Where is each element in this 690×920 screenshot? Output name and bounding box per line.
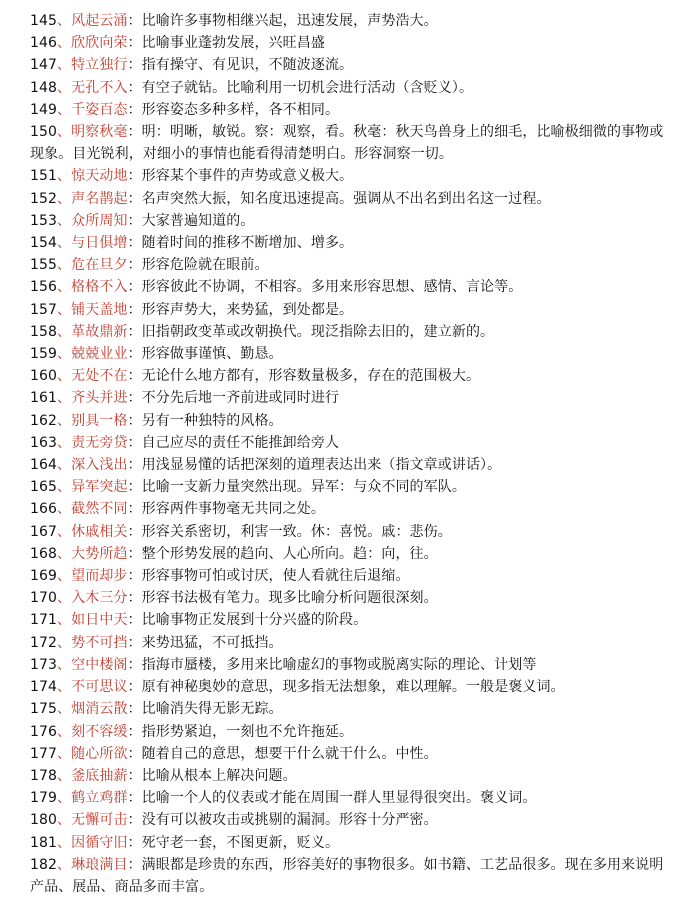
idiom-definition: 死守老一套，不图更新，贬义。 — [141, 834, 340, 851]
idiom-entry — [30, 276, 670, 298]
idiom-term: 无懈可击 — [71, 812, 128, 829]
idiom-entry — [30, 765, 670, 787]
entry-number: 177 — [30, 745, 58, 762]
idiom-definition: 比喻许多事物相继兴起，迅速发展，声势浩大。 — [141, 13, 438, 29]
idiom-entry — [30, 365, 670, 387]
idiom-definition: 不分先后地一齐前进或同时进行 — [141, 390, 340, 407]
idiom-definition: 指海市蜃楼，多用来比喻虚幻的事物或脱离实际的理论、计划等 — [141, 656, 537, 673]
entry-colon: ： — [127, 346, 142, 363]
idiom-entry — [30, 676, 670, 698]
idiom-term: 势不可挡 — [71, 634, 128, 651]
idiom-term: 与日俱增 — [71, 235, 128, 252]
idiom-definition: 指有操守、有见识，不随波逐流。 — [141, 57, 354, 74]
entry-number: 167 — [30, 523, 58, 540]
entry-number: 154 — [30, 235, 58, 252]
idiom-term: 深入浅出 — [71, 457, 128, 474]
entry-colon: ： — [127, 701, 142, 718]
entry-number: 150 — [30, 124, 58, 141]
idiom-term: 惊天动地 — [71, 168, 128, 185]
idiom-definition: 比喻事业蓬勃发展，兴旺昌盛 — [141, 35, 325, 52]
idiom-entry — [30, 343, 670, 365]
idiom-entry — [30, 565, 670, 587]
idiom-term: 特立独行 — [71, 57, 128, 74]
idiom-definition: 形容事物可怕或讨厌，使人看就往后退缩。 — [141, 568, 410, 585]
entry-number: 182 — [30, 856, 58, 873]
idiom-term: 入木三分 — [71, 590, 128, 607]
entry-number: 163 — [30, 434, 58, 451]
entry-separator: 、 — [57, 124, 72, 141]
idiom-definition: 来势迅猛，不可抵挡。 — [141, 634, 283, 651]
entry-separator: 、 — [57, 235, 72, 252]
entry-separator: 、 — [57, 679, 72, 696]
entry-colon: ： — [127, 101, 142, 118]
idiom-definition: 形容危险就在眼前。 — [141, 257, 269, 274]
entry-colon: ： — [127, 479, 142, 496]
entry-separator: 、 — [57, 701, 72, 718]
idiom-term: 不可思议 — [71, 679, 128, 696]
entry-separator: 、 — [57, 412, 72, 429]
idiom-definition: 随着时间的推移不断增加、增多。 — [141, 235, 354, 252]
entry-number: 155 — [30, 257, 58, 274]
entry-separator: 、 — [57, 568, 72, 585]
entry-number: 173 — [30, 656, 58, 673]
entry-colon: ： — [127, 856, 142, 873]
entry-colon: ： — [127, 545, 142, 562]
entry-separator: 、 — [57, 190, 72, 207]
entry-colon: ： — [127, 501, 142, 518]
entry-separator: 、 — [57, 434, 72, 451]
idiom-entry — [30, 498, 670, 520]
idiom-term: 釜底抽薪 — [71, 767, 128, 784]
entry-colon: ： — [127, 767, 142, 784]
idiom-definition: 明：明晰，敏锐。察：观察，看。秋毫：秋天鸟兽身上的细毛，比喻极细微的事物或现象。目光锐利，对细小的事情也能看得清楚明白。形容洞察一切。 — [30, 124, 664, 163]
entry-colon: ： — [127, 390, 142, 407]
idiom-term: 铺天盖地 — [71, 301, 128, 318]
entry-colon: ： — [127, 57, 142, 74]
idiom-definition: 另有一种独特的风格。 — [141, 412, 283, 429]
entry-separator: 、 — [57, 168, 72, 185]
idiom-term: 烟消云散 — [71, 701, 128, 718]
entry-colon: ： — [127, 457, 142, 474]
entry-number: 151 — [30, 168, 58, 185]
entry-colon: ： — [127, 368, 142, 385]
entry-colon: ： — [127, 235, 142, 252]
entry-colon: ： — [127, 79, 142, 96]
idiom-entry — [30, 99, 670, 121]
idiom-term: 众所周知 — [71, 212, 128, 229]
entry-colon: ： — [127, 568, 142, 585]
entry-number: 146 — [30, 35, 58, 52]
idiom-term: 鹤立鸡群 — [71, 790, 128, 807]
entry-number: 166 — [30, 501, 58, 518]
entry-number: 156 — [30, 279, 58, 296]
entry-separator: 、 — [57, 279, 72, 296]
idiom-entry — [30, 54, 670, 76]
idiom-entry — [30, 299, 670, 321]
entry-separator: 、 — [57, 812, 72, 829]
idiom-term: 如日中天 — [71, 612, 128, 629]
idiom-entry — [30, 787, 670, 809]
idiom-definition: 指形势紧迫，一刻也不允许拖延。 — [141, 723, 354, 740]
entry-separator: 、 — [57, 590, 72, 607]
idiom-definition: 名声突然大振，知名度迅速提高。强调从不出名到出名这一过程。 — [141, 190, 551, 207]
entry-colon: ： — [127, 257, 142, 274]
idiom-definition: 形容某个事件的声势或意义极大。 — [141, 168, 354, 185]
idiom-definition: 有空子就钻。比喻利用一切机会进行活动（含贬义）。 — [141, 79, 474, 96]
idiom-entry — [30, 410, 670, 432]
entry-number: 179 — [30, 790, 58, 807]
idiom-term: 欣欣向荣 — [71, 35, 128, 52]
entry-number: 174 — [30, 679, 58, 696]
entry-number: 148 — [30, 79, 58, 96]
entry-number: 160 — [30, 368, 58, 385]
idiom-entry — [30, 321, 670, 343]
entry-separator: 、 — [57, 257, 72, 274]
idiom-entry — [30, 587, 670, 609]
idiom-definition: 没有可以被攻击或挑剔的漏洞。形容十分严密。 — [141, 812, 438, 829]
entry-colon: ： — [127, 124, 142, 141]
idiom-term: 危在旦夕 — [71, 257, 128, 274]
idiom-term: 大势所趋 — [71, 545, 128, 562]
entry-number: 169 — [30, 568, 58, 585]
idiom-term: 无孔不入 — [71, 79, 128, 96]
entry-separator: 、 — [57, 323, 72, 340]
idiom-term: 无处不在 — [71, 368, 128, 385]
idiom-entry — [30, 543, 670, 565]
idiom-term: 异军突起 — [71, 479, 128, 496]
entry-colon: ： — [127, 745, 142, 762]
entry-separator: 、 — [57, 723, 72, 740]
entry-colon: ： — [127, 434, 142, 451]
idiom-definition: 旧指朝政变革或改朝换代。现泛指除去旧的，建立新的。 — [141, 323, 495, 340]
idiom-term: 休戚相关 — [71, 523, 128, 540]
entry-colon: ： — [127, 723, 142, 740]
entry-colon: ： — [127, 190, 142, 207]
entry-colon: ： — [127, 168, 142, 185]
entry-number: 158 — [30, 323, 58, 340]
idiom-entry — [30, 10, 670, 32]
entry-number: 149 — [30, 101, 58, 118]
idiom-definition: 原有神秘奥妙的意思，现多指无法想象，难以理解。一般是褒义词。 — [141, 679, 565, 696]
idiom-entry — [30, 210, 670, 232]
idiom-term: 千姿百态 — [71, 101, 128, 118]
entry-separator: 、 — [57, 545, 72, 562]
entry-number: 168 — [30, 545, 58, 562]
entry-colon: ： — [127, 279, 142, 296]
entry-number: 176 — [30, 723, 58, 740]
entry-colon: ： — [127, 323, 142, 340]
entry-separator: 、 — [57, 101, 72, 118]
entry-separator: 、 — [57, 368, 72, 385]
entry-colon: ： — [127, 834, 142, 851]
entry-separator: 、 — [57, 301, 72, 318]
idiom-definition: 形容做事谨慎、勤恳。 — [141, 346, 283, 363]
entry-colon: ： — [127, 590, 142, 607]
idiom-entry — [30, 432, 670, 454]
idiom-definition: 比喻一支新力量突然出现。异军：与众不同的军队。 — [141, 479, 466, 496]
entry-separator: 、 — [57, 457, 72, 474]
entry-separator: 、 — [57, 479, 72, 496]
idiom-term: 齐头并进 — [71, 390, 128, 407]
idiom-term: 风起云涌 — [71, 13, 128, 29]
idiom-term: 责无旁贷 — [71, 434, 128, 451]
idiom-definition: 随着自己的意思，想要干什么就干什么。中性。 — [141, 745, 438, 762]
idiom-entry — [30, 77, 670, 99]
entry-separator: 、 — [57, 745, 72, 762]
idiom-entry — [30, 809, 670, 831]
idiom-definition: 比喻消失得无影无踪。 — [141, 701, 283, 718]
idiom-entry — [30, 743, 670, 765]
entry-number: 165 — [30, 479, 58, 496]
idiom-term: 明察秋毫 — [71, 124, 128, 141]
entry-separator: 、 — [57, 212, 72, 229]
idiom-entry — [30, 854, 670, 898]
idiom-entry — [30, 232, 670, 254]
idiom-definition: 形容两件事物毫无共同之处。 — [141, 501, 325, 518]
entry-number: 178 — [30, 767, 58, 784]
idiom-entry — [30, 832, 670, 854]
entry-number: 147 — [30, 57, 58, 74]
idiom-term: 兢兢业业 — [71, 346, 128, 363]
entry-colon: ： — [127, 301, 142, 318]
idiom-entry — [30, 476, 670, 498]
idiom-entry — [30, 521, 670, 543]
idiom-definition: 用浅显易懂的话把深刻的道理表达出来（指文章或讲话）。 — [141, 457, 502, 474]
entry-number: 170 — [30, 590, 58, 607]
idiom-definition: 比喻一个人的仪表或才能在周围一群人里显得很突出。褒义词。 — [141, 790, 537, 807]
idiom-entry — [30, 165, 670, 187]
entry-number: 161 — [30, 390, 58, 407]
idiom-entry — [30, 632, 670, 654]
idiom-entry — [30, 121, 670, 165]
entry-number: 171 — [30, 612, 58, 629]
idiom-definition: 形容彼此不协调，不相容。多用来形容思想、感情、言论等。 — [141, 279, 523, 296]
idiom-definition: 形容声势大，来势猛，到处都是。 — [141, 301, 354, 318]
idiom-entry — [30, 454, 670, 476]
entry-colon: ： — [127, 523, 142, 540]
idiom-entry — [30, 654, 670, 676]
entry-number: 172 — [30, 634, 58, 651]
idiom-definition: 比喻事物正发展到十分兴盛的阶段。 — [141, 612, 368, 629]
entry-separator: 、 — [57, 79, 72, 96]
entry-separator: 、 — [57, 346, 72, 363]
entry-number: 153 — [30, 212, 58, 229]
idiom-term: 望而却步 — [71, 568, 128, 585]
entry-separator: 、 — [57, 656, 72, 673]
entry-separator: 、 — [57, 13, 72, 29]
idiom-entry — [30, 721, 670, 743]
idiom-term: 格格不入 — [71, 279, 128, 296]
entry-colon: ： — [127, 412, 142, 429]
entry-colon: ： — [127, 679, 142, 696]
entry-colon: ： — [127, 35, 142, 52]
idiom-definition: 自己应尽的责任不能推卸给旁人 — [141, 434, 340, 451]
idiom-term: 空中楼阁 — [71, 656, 128, 673]
idiom-entry — [30, 698, 670, 720]
entry-separator: 、 — [57, 612, 72, 629]
entry-number: 152 — [30, 190, 58, 207]
idiom-entry — [30, 254, 670, 276]
entry-number: 164 — [30, 457, 58, 474]
idiom-term: 因循守旧 — [71, 834, 128, 851]
idiom-term: 随心所欲 — [71, 745, 128, 762]
entry-colon: ： — [127, 656, 142, 673]
entry-number: 180 — [30, 812, 58, 829]
entry-separator: 、 — [57, 767, 72, 784]
entry-separator: 、 — [57, 390, 72, 407]
idiom-entry — [30, 188, 670, 210]
entry-colon: ： — [127, 612, 142, 629]
idiom-term: 刻不容缓 — [71, 723, 128, 740]
entry-colon: ： — [127, 13, 142, 29]
idiom-term: 别具一格 — [71, 412, 128, 429]
entry-number: 157 — [30, 301, 58, 318]
idiom-definition: 比喻从根本上解决问题。 — [141, 767, 297, 784]
entry-number: 159 — [30, 346, 58, 363]
idiom-definition: 整个形势发展的趋向、人心所向。趋：向，往。 — [141, 545, 438, 562]
entry-separator: 、 — [57, 35, 72, 52]
entry-number: 145 — [30, 13, 58, 29]
idiom-term: 截然不同 — [71, 501, 128, 518]
entry-separator: 、 — [57, 57, 72, 74]
idiom-term: 革故鼎新 — [71, 323, 128, 340]
idiom-definition: 大家普遍知道的。 — [141, 212, 255, 229]
entry-colon: ： — [127, 212, 142, 229]
entry-number: 162 — [30, 412, 58, 429]
idiom-term: 琳琅满目 — [71, 856, 128, 873]
idiom-definition: 无论什么地方都有，形容数量极多，存在的范围极大。 — [141, 368, 481, 385]
idiom-entry — [30, 32, 670, 54]
entry-colon: ： — [127, 790, 142, 807]
entry-separator: 、 — [57, 501, 72, 518]
idiom-definition: 形容书法极有笔力。现多比喻分析问题很深刻。 — [141, 590, 438, 607]
entry-separator: 、 — [57, 834, 72, 851]
idiom-definition: 形容姿态多种多样，各不相同。 — [141, 101, 340, 118]
entry-separator: 、 — [57, 790, 72, 807]
entry-colon: ： — [127, 812, 142, 829]
idiom-entry — [30, 609, 670, 631]
entry-colon: ： — [127, 634, 142, 651]
entry-separator: 、 — [57, 523, 72, 540]
idiom-entry — [30, 387, 670, 409]
idiom-term: 声名鹊起 — [71, 190, 128, 207]
entry-number: 175 — [30, 701, 58, 718]
entry-separator: 、 — [57, 856, 72, 873]
entry-separator: 、 — [57, 634, 72, 651]
entry-number: 181 — [30, 834, 58, 851]
idiom-definition: 形容关系密切，利害一致。休：喜悦。戚：悲伤。 — [141, 523, 452, 540]
idiom-definition: 满眼都是珍贵的东西，形容美好的事物很多。如书籍、工艺品很多。现在多用来说明产品、展品、商品多而丰富。 — [30, 856, 664, 895]
